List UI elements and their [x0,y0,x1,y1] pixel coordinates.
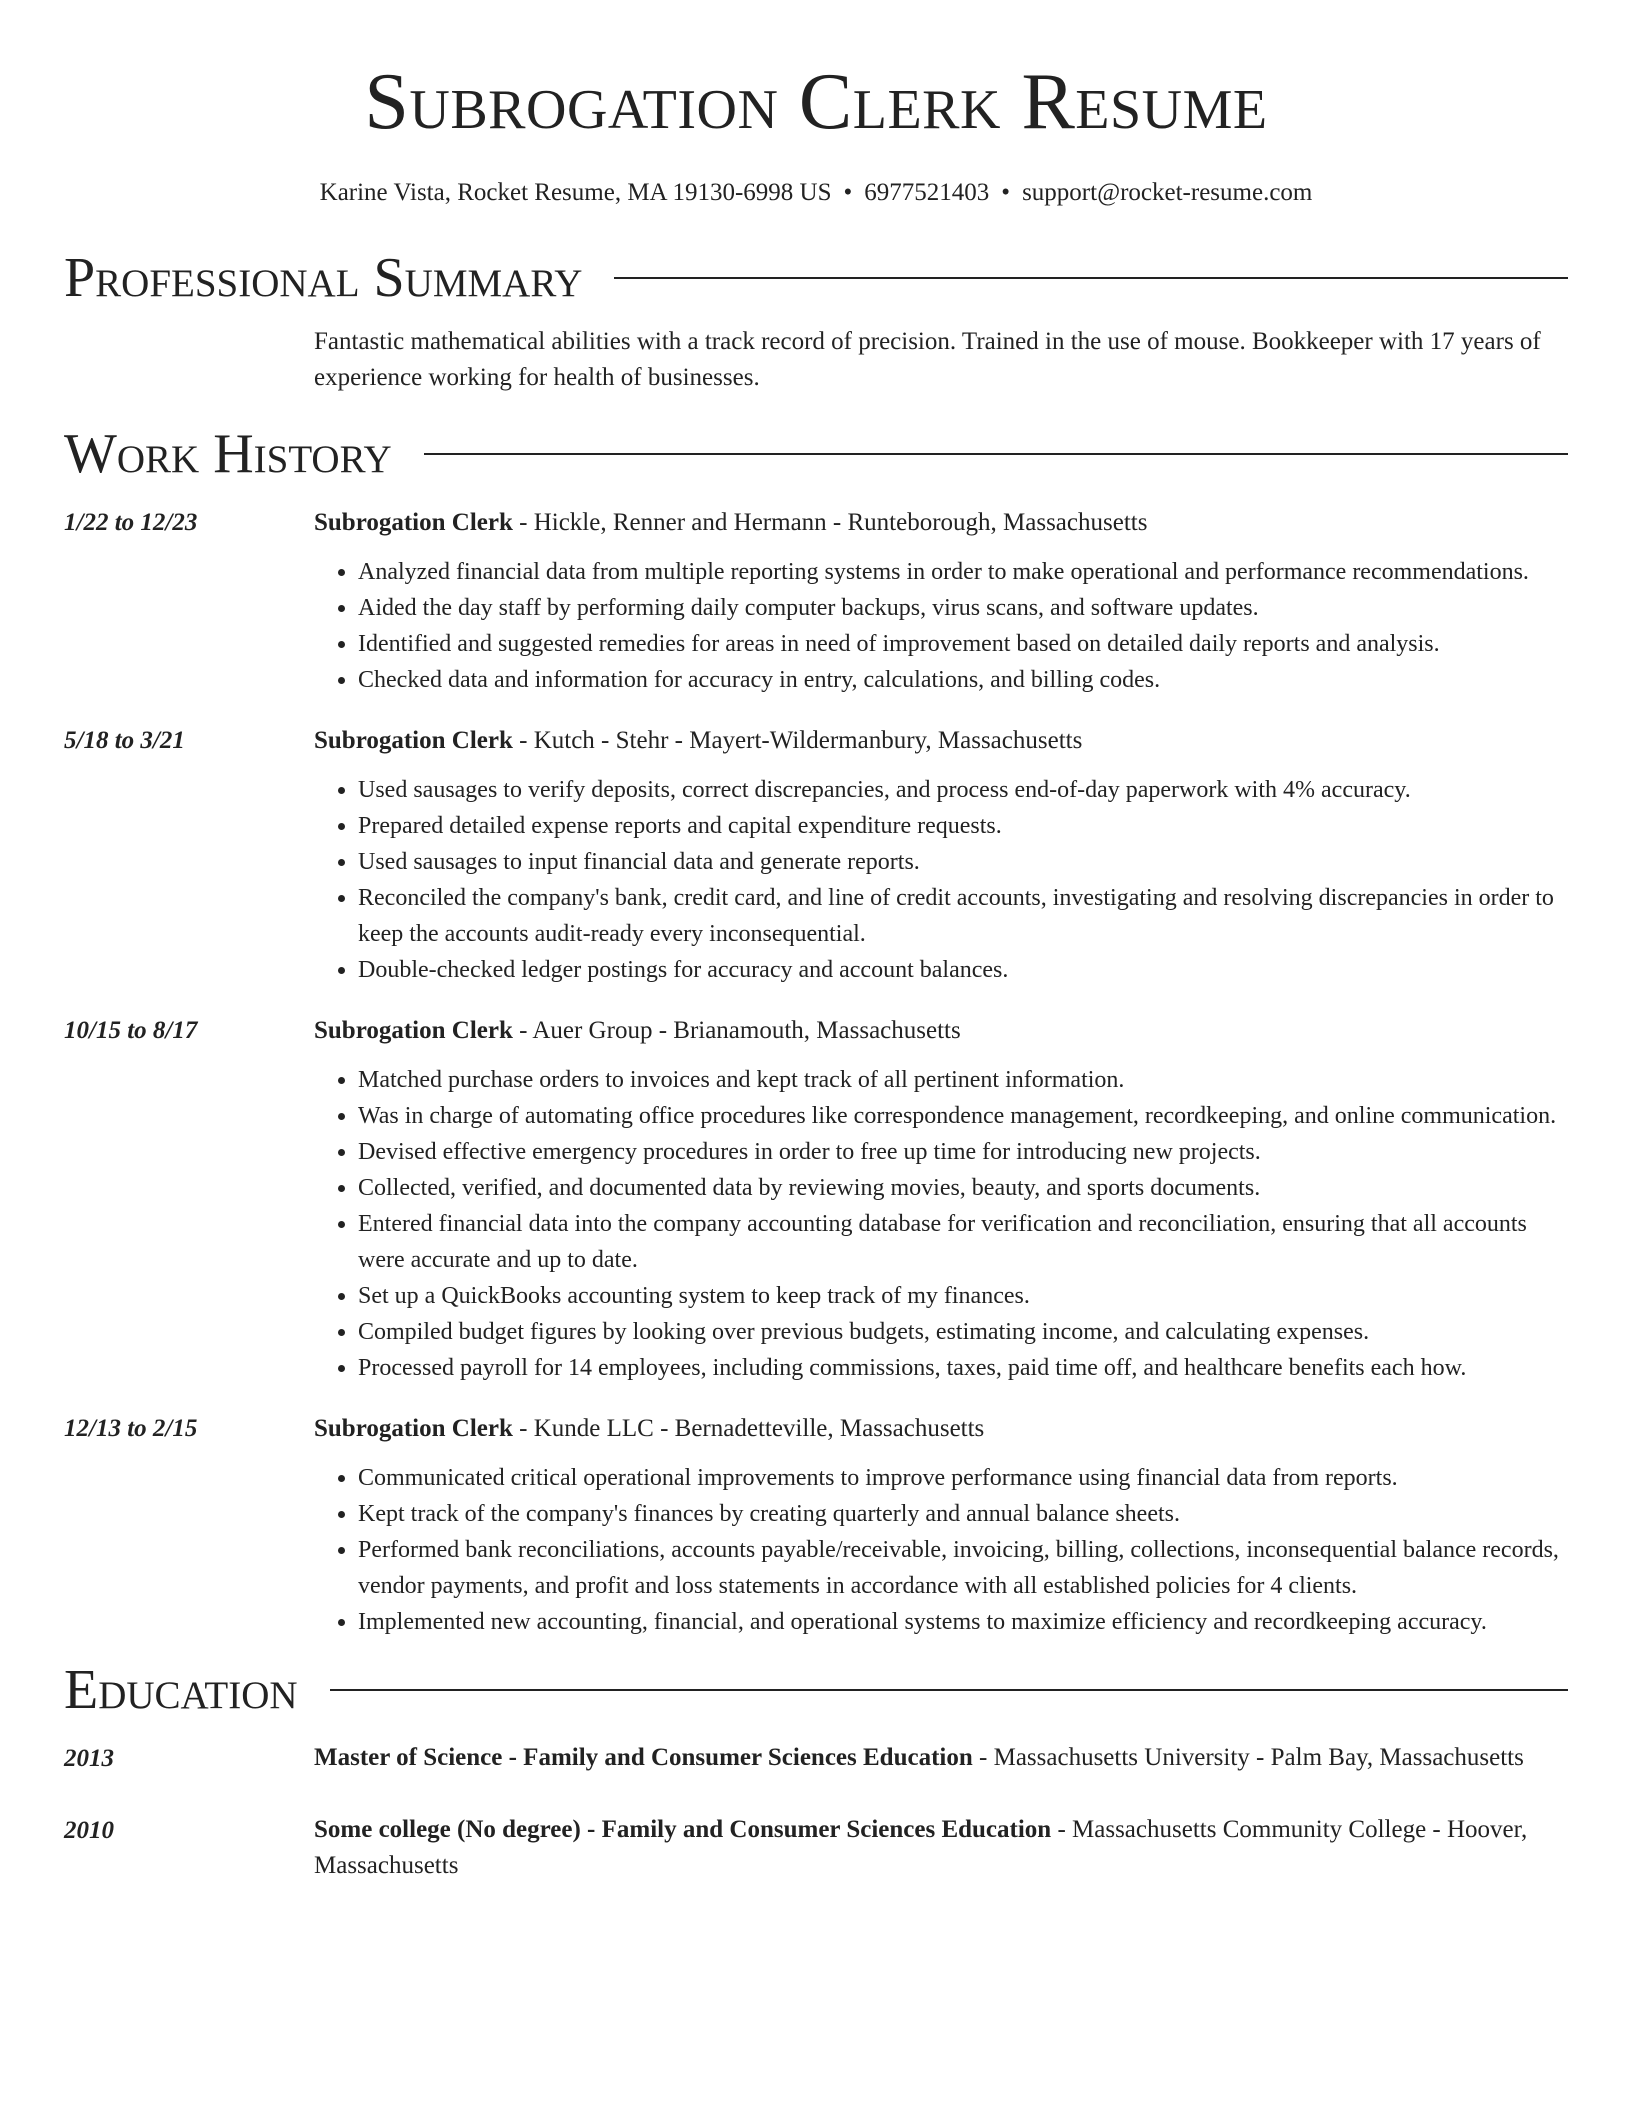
summary-row [64,324,1568,396]
education-year: 2010 [64,1817,114,1844]
section-divider [614,277,1568,279]
education-school: - Massachusetts Community College - Hoover, Massachusetts [314,1816,1528,1879]
contact-separator: • [1001,179,1011,206]
job-title-line [314,504,1568,542]
work-entry [64,1012,1568,1386]
list-item: • Kept track of the company's finances by creating quarterly and annual balance sheets. [358,1496,1568,1532]
list-item: • Collected, verified, and documented data by reviewing movies, beauty, and sports documents. [358,1170,1568,1206]
job-employer: - Hickle, Renner and Hermann - Runteborough, Massachusetts [512,509,1148,536]
education-degree: Master of Science - Family and Consumer Sciences Education [314,1744,973,1771]
section-divider [424,453,1568,455]
contact-email: support@rocket-resume.com [1022,179,1313,206]
education-entry [64,1740,1568,1778]
list-item: • Double-checked ledger postings for accuracy and account balances. [358,952,1568,988]
job-employer: - Auer Group - Brianamouth, Massachusetts [512,1017,961,1044]
summary-section-header [64,247,1568,309]
list-item: • Processed payroll for 14 employees, including commissions, taxes, paid time off, and healthcare benefits each how. [358,1350,1568,1386]
education-list [64,1740,1568,1884]
work-details [314,504,1568,698]
list-item: • Devised effective emergency procedures in order to free up time for introducing new projects. [358,1134,1568,1170]
summary-spacer [64,324,314,396]
list-item: • Performed bank reconciliations, accounts payable/receivable, invoicing, billing, collections, inconsequential balance records, vendor payments, and profit and loss statements in accordance with all established policies for 4 clients. [358,1532,1568,1604]
contact-address: Karine Vista, Rocket Resume, MA 19130-6998 US [319,179,832,206]
job-employer: - Kunde LLC - Bernadetteville, Massachusetts [512,1415,985,1442]
list-item: • Analyzed financial data from multiple reporting systems in order to make operational and performance recommendations. [358,554,1568,590]
job-role: Subrogation Clerk [314,1415,513,1442]
education-heading: Education [64,1659,298,1721]
list-item: • Used sausages to input financial data and generate reports. [358,844,1568,880]
resume-title: Subrogation Clerk Resume [364,58,1268,146]
work-details [314,1410,1568,1640]
job-role: Subrogation Clerk [314,509,513,536]
work-entry [64,504,1568,698]
work-details [314,722,1568,988]
list-item: • Identified and suggested remedies for areas in need of improvement based on detailed daily reports and analysis. [358,626,1568,662]
job-title-line [314,1410,1568,1448]
summary-text: Fantastic mathematical abilities with a track record of precision. Trained in the use of mouse. Bookkeeper with 17 years of experience working for health of businesses. [314,328,1541,391]
list-item: • Compiled budget figures by looking over previous budgets, estimating income, and calculating expenses. [358,1314,1568,1350]
list-item: • Communicated critical operational improvements to improve performance using financial data from reports. [358,1460,1568,1496]
job-bullets [314,554,1568,698]
work-dates: 1/22 to 12/23 [64,509,198,536]
contact-phone: 6977521403 [864,179,990,206]
contact-line [64,178,1568,208]
work-entry [64,1410,1568,1640]
list-item: • Checked data and information for accuracy in entry, calculations, and billing codes. [358,662,1568,698]
list-item: • Entered financial data into the company accounting database for verification and reconciliation, ensuring that all accounts were accurate and up to date. [358,1206,1568,1278]
job-bullets [314,1062,1568,1386]
list-item: • Was in charge of automating office procedures like correspondence management, recordkeeping, and online communication. [358,1098,1568,1134]
education-year: 2013 [64,1745,114,1772]
job-bullets [314,1460,1568,1640]
work-dates: 10/15 to 8/17 [64,1017,198,1044]
education-school: - Massachusetts University - Palm Bay, Massachusetts [972,1744,1524,1771]
list-item: • Prepared detailed expense reports and capital expenditure requests. [358,808,1568,844]
work-dates: 5/18 to 3/21 [64,727,185,754]
job-employer: - Kutch - Stehr - Mayert-Wildermanbury, Massachusetts [512,727,1083,754]
education-degree: Some college (No degree) - Family and Consumer Sciences Education [314,1816,1052,1843]
work-dates: 12/13 to 2/15 [64,1415,198,1442]
job-role: Subrogation Clerk [314,1017,513,1044]
job-role: Subrogation Clerk [314,727,513,754]
work-entry [64,722,1568,988]
summary-heading: Professional Summary [64,247,583,309]
list-item: • Aided the day staff by performing daily computer backups, virus scans, and software updates. [358,590,1568,626]
work-section-header [64,423,1568,485]
work-history-list [64,504,1568,1640]
work-details [314,1012,1568,1386]
work-heading: Work History [64,423,392,485]
job-title-line [314,1012,1568,1050]
list-item: • Used sausages to verify deposits, correct discrepancies, and process end-of-day paperwork with 4% accuracy. [358,772,1568,808]
contact-separator: • [843,179,853,206]
list-item: • Reconciled the company's bank, credit card, and line of credit accounts, investigating and resolving discrepancies in order to keep the accounts audit-ready every inconsequential. [358,880,1568,952]
education-details [314,1740,1568,1778]
section-divider [330,1689,1568,1691]
job-bullets [314,772,1568,988]
job-title-line [314,722,1568,760]
list-item: • Set up a QuickBooks accounting system to keep track of my finances. [358,1278,1568,1314]
list-item: • Implemented new accounting, financial, and operational systems to maximize efficiency and recordkeeping accuracy. [358,1604,1568,1640]
education-section-header [64,1659,1568,1721]
education-details [314,1812,1568,1884]
education-entry [64,1812,1568,1884]
list-item: • Matched purchase orders to invoices and kept track of all pertinent information. [358,1062,1568,1098]
